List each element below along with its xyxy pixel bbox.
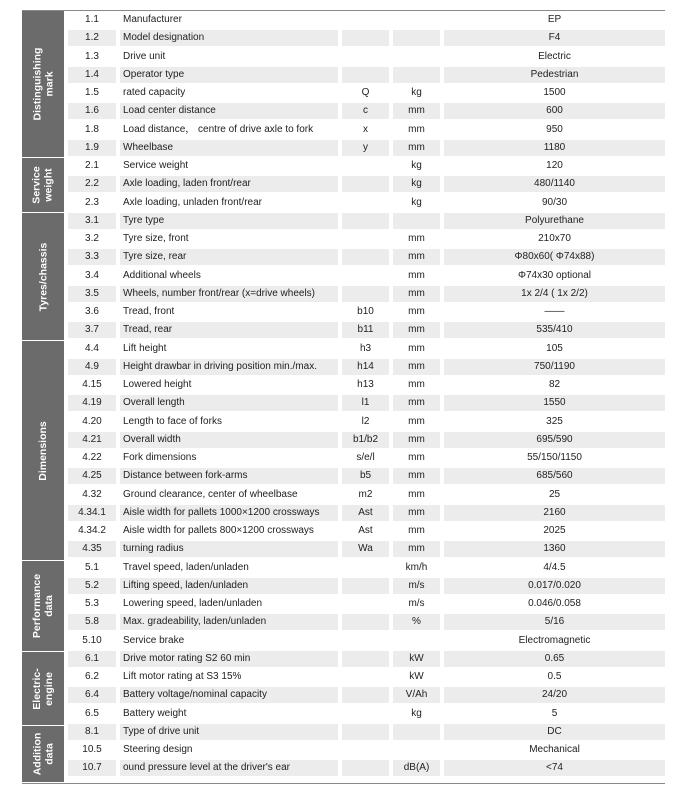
row-label: Drive motor rating S2 60 min	[120, 651, 338, 667]
row-symbol: s/e/l	[356, 452, 375, 463]
row-unit: kW	[393, 651, 440, 667]
row-label: Additional wheels	[123, 269, 201, 281]
row-unit: mm	[393, 249, 440, 265]
row-unit: mm	[393, 286, 440, 302]
row-label: Aisle width for pallets 800×1200 crossways	[123, 525, 314, 536]
table-row	[68, 431, 665, 449]
table-row	[68, 321, 665, 339]
row-number: 1.3	[85, 50, 99, 62]
row-value: 1x 2/4 ( 1x 2/2)	[444, 286, 665, 302]
row-symbol: h13	[357, 379, 374, 390]
row-unit: kg	[411, 160, 422, 171]
table-row	[68, 84, 665, 102]
row-number: 4.21	[68, 432, 116, 448]
row-number: 1.6	[68, 103, 116, 119]
row-value: 1550	[444, 395, 665, 411]
table-row	[68, 759, 665, 777]
row-unit: m/s	[393, 578, 440, 594]
row-symbol: b10	[357, 306, 374, 317]
row-symbol: h14	[342, 359, 389, 375]
row-symbol	[342, 12, 389, 28]
row-symbol: l2	[361, 415, 370, 427]
table-row	[68, 613, 665, 631]
row-label: Tread, front	[123, 306, 175, 317]
row-label: Overall width	[120, 432, 338, 448]
row-value: 4/4.5	[543, 561, 566, 573]
bottom-rule	[22, 783, 665, 784]
row-number: 4.19	[68, 395, 116, 411]
row-label: turning radius	[120, 541, 338, 557]
row-unit: kW	[409, 671, 424, 682]
row-number: 1.2	[68, 30, 116, 46]
row-value: 5	[551, 707, 558, 719]
row-number: 3.2	[85, 233, 99, 244]
table-row	[68, 540, 665, 558]
table-row	[68, 29, 665, 47]
row-unit: V/Ah	[393, 687, 440, 703]
row-unit: kg	[393, 176, 440, 192]
row-value: 2025	[543, 525, 566, 536]
row-value: 24/20	[444, 687, 665, 703]
row-label: Tyre type	[120, 213, 338, 229]
row-value: 5/16	[444, 614, 665, 630]
group-electric-engine	[22, 652, 64, 725]
row-value: Φ80x60( Φ74x88)	[444, 249, 665, 265]
row-symbol: Ast	[342, 505, 389, 521]
row-number: 3.3	[68, 249, 116, 265]
row-label: Type of drive unit	[120, 724, 338, 740]
row-unit: mm	[393, 322, 440, 338]
row-number: 4.4	[85, 342, 99, 354]
row-symbol	[342, 669, 389, 685]
row-value: 1360	[444, 541, 665, 557]
row-unit: m/s	[408, 598, 425, 609]
row-value: EP	[547, 14, 562, 25]
row-symbol: x	[363, 123, 368, 135]
table-row	[68, 376, 665, 394]
row-unit: mm	[393, 505, 440, 521]
table-row	[68, 686, 665, 704]
table-row	[68, 504, 665, 522]
row-number: 5.2	[68, 578, 116, 594]
row-value: F4	[444, 30, 665, 46]
table-row	[68, 559, 665, 577]
row-label: Tyre size, front	[123, 233, 189, 244]
row-symbol: l1	[342, 395, 389, 411]
row-unit	[393, 724, 440, 740]
row-number: 5.3	[85, 598, 99, 609]
group-label: Performance data	[31, 573, 56, 639]
row-symbol: Q	[361, 87, 370, 98]
group-service-weight	[22, 158, 64, 212]
row-value: 1180	[444, 140, 665, 156]
group-distinguishing-mark	[22, 11, 64, 157]
row-number: 6.1	[68, 651, 116, 667]
row-label: Wheelbase	[120, 140, 338, 156]
row-unit: kg	[411, 707, 422, 719]
table-row	[68, 577, 665, 595]
row-value: 90/30	[541, 196, 568, 208]
row-symbol	[342, 176, 389, 192]
row-label: ound pressure level at the driver's ear	[120, 760, 338, 776]
group-dimensions	[22, 341, 64, 560]
row-unit: mm	[408, 233, 425, 244]
row-unit: mm	[408, 415, 425, 427]
row-number: 1.5	[85, 87, 99, 98]
row-number: 2.2	[68, 176, 116, 192]
row-unit: mm	[393, 432, 440, 448]
row-number: 4.9	[68, 359, 116, 375]
row-unit: mm	[408, 269, 425, 281]
row-value: Electromagnetic	[518, 634, 591, 646]
row-label: Tyre size, rear	[120, 249, 338, 265]
table-row	[68, 175, 665, 193]
row-symbol	[342, 742, 389, 758]
row-label: Height drawbar in driving position min./max.	[120, 359, 338, 375]
row-number: 3.6	[85, 306, 99, 317]
row-number: 10.5	[82, 744, 102, 755]
row-number: 2.1	[85, 160, 99, 171]
row-value: 0.017/0.020	[444, 578, 665, 594]
row-number: 3.7	[68, 322, 116, 338]
row-unit: kg	[411, 87, 422, 98]
row-value: 600	[444, 103, 665, 119]
row-symbol: b11	[342, 322, 389, 338]
row-symbol	[342, 286, 389, 302]
row-value: 120	[546, 160, 563, 171]
row-number: 3.4	[85, 269, 99, 281]
table-row	[68, 486, 665, 504]
row-value: 0.5	[547, 671, 562, 682]
row-label: Battery voltage/nominal capacity	[120, 687, 338, 703]
row-label: Lift height	[123, 342, 167, 354]
row-value: Electric	[538, 50, 571, 62]
row-label: Fork dimensions	[123, 452, 197, 463]
row-number: 6.4	[68, 687, 116, 703]
row-symbol	[342, 560, 389, 576]
row-number: 2.3	[85, 196, 99, 208]
row-label: Axle loading, unladen front/rear	[123, 196, 262, 208]
row-symbol: m2	[358, 488, 373, 500]
row-unit	[393, 742, 440, 758]
table-row	[68, 66, 665, 84]
row-label: Drive unit	[123, 50, 166, 62]
row-label: Lifting speed, laden/unladen	[120, 578, 338, 594]
row-unit: mm	[393, 468, 440, 484]
group-label: Addition data	[31, 732, 56, 776]
table-row	[68, 650, 665, 668]
table-row	[68, 595, 665, 613]
row-unit	[393, 30, 440, 46]
row-value: 325	[546, 415, 563, 427]
row-value: Mechanical	[529, 744, 580, 755]
row-label: Lift motor rating at S3 15%	[123, 671, 242, 682]
row-unit	[393, 49, 440, 65]
row-symbol: b1/b2	[342, 432, 389, 448]
row-symbol	[342, 268, 389, 284]
row-number: 3.1	[68, 213, 116, 229]
row-label: Battery weight	[123, 707, 187, 719]
group-tyres-chassis	[22, 213, 64, 340]
row-unit: mm	[408, 379, 425, 390]
row-value: Pedestrian	[444, 67, 665, 83]
table-row	[68, 741, 665, 759]
row-label: Lowering speed, laden/unladen	[123, 598, 262, 609]
row-label: Manufacturer	[123, 14, 182, 25]
row-unit	[393, 67, 440, 83]
row-unit: mm	[408, 452, 425, 463]
row-symbol	[342, 195, 389, 211]
table-row	[68, 212, 665, 230]
row-symbol	[342, 231, 389, 247]
table-row	[68, 449, 665, 467]
table-row	[68, 230, 665, 248]
table-row	[68, 340, 665, 358]
row-symbol	[342, 596, 389, 612]
row-unit: dB(A)	[393, 760, 440, 776]
row-symbol	[342, 578, 389, 594]
row-symbol	[342, 30, 389, 46]
row-unit: mm	[393, 359, 440, 375]
row-number: 5.8	[68, 614, 116, 630]
row-number: 1.9	[68, 140, 116, 156]
row-symbol	[342, 687, 389, 703]
table-row	[68, 705, 665, 723]
row-label: Overall length	[120, 395, 338, 411]
row-symbol: y	[342, 140, 389, 156]
row-symbol	[342, 706, 389, 722]
group-label: Distinguishing mark	[31, 47, 56, 121]
row-symbol: c	[342, 103, 389, 119]
row-symbol	[342, 158, 389, 174]
row-value: 25	[548, 488, 561, 500]
row-number: 1.1	[85, 14, 99, 25]
group-addition-data	[22, 726, 64, 782]
row-symbol	[342, 67, 389, 83]
row-unit: %	[393, 614, 440, 630]
row-label: Axle loading, laden front/rear	[120, 176, 338, 192]
row-unit: mm	[408, 123, 425, 135]
row-value: 105	[546, 342, 563, 354]
row-symbol: Ast	[358, 525, 373, 536]
row-number: 4.15	[82, 379, 102, 390]
table-row	[68, 413, 665, 431]
table-row	[68, 522, 665, 540]
row-unit: mm	[408, 488, 425, 500]
row-symbol	[342, 724, 389, 740]
row-symbol	[342, 49, 389, 65]
row-value: 82	[548, 379, 561, 390]
row-value: 55/150/1150	[527, 452, 582, 463]
row-symbol	[342, 614, 389, 630]
row-number: 10.7	[68, 760, 116, 776]
row-value: 0.046/0.058	[528, 598, 581, 609]
table-row	[68, 632, 665, 650]
table-row	[68, 285, 665, 303]
row-value: 210x70	[538, 233, 571, 244]
row-number: 4.34.1	[68, 505, 116, 521]
group-label: Dimensions	[37, 420, 50, 481]
row-value: Polyurethane	[444, 213, 665, 229]
row-value: 685/560	[444, 468, 665, 484]
table-row	[68, 139, 665, 157]
row-number: 4.35	[68, 541, 116, 557]
row-symbol: Wa	[342, 541, 389, 557]
row-number: 8.1	[68, 724, 116, 740]
row-number: 4.22	[82, 452, 102, 463]
row-label: Lowered height	[123, 379, 192, 390]
row-value: 2160	[444, 505, 665, 521]
row-unit: mm	[393, 395, 440, 411]
row-number: 1.8	[85, 123, 99, 135]
row-label: Steering design	[123, 744, 193, 755]
row-label: Service weight	[123, 160, 189, 171]
row-number: 4.25	[68, 468, 116, 484]
group-label: Tyres/chassis	[37, 242, 49, 311]
table-row	[68, 194, 665, 212]
row-unit: mm	[408, 525, 425, 536]
row-number: 3.5	[68, 286, 116, 302]
row-value: 480/1140	[444, 176, 665, 192]
row-symbol	[342, 213, 389, 229]
row-unit	[393, 12, 440, 28]
row-number: 5.1	[85, 561, 99, 573]
row-unit: mm	[393, 140, 440, 156]
group-label: Electric-engine	[31, 667, 55, 710]
row-value: DC	[444, 724, 665, 740]
row-number: 5.10	[82, 634, 102, 646]
row-label: Ground clearance, center of wheelbase	[123, 488, 298, 500]
table-row	[68, 11, 665, 29]
row-value: 750/1190	[444, 359, 665, 375]
row-value: 535/410	[444, 322, 665, 338]
row-unit: mm	[393, 103, 440, 119]
table-row	[68, 102, 665, 120]
table-row	[68, 358, 665, 376]
table-row	[68, 248, 665, 266]
row-value: 950	[546, 123, 563, 135]
row-unit: mm	[408, 342, 425, 354]
row-value: 695/590	[444, 432, 665, 448]
row-number: 4.32	[82, 488, 102, 500]
table-row	[68, 467, 665, 485]
row-symbol: b5	[342, 468, 389, 484]
row-label: Aisle width for pallets 1000×1200 crossways	[120, 505, 338, 521]
table-row	[68, 157, 665, 175]
row-number: 6.2	[85, 671, 99, 682]
row-label: Length to face of forks	[123, 415, 222, 427]
row-label: Travel speed, laden/unladen	[123, 561, 249, 573]
row-label: Load distance， centre of drive axle to fork	[123, 123, 314, 135]
group-label: Service weight	[31, 166, 55, 204]
row-value: 0.65	[444, 651, 665, 667]
row-symbol	[342, 249, 389, 265]
table-row	[68, 303, 665, 321]
table-row	[68, 121, 665, 139]
row-label: Max. gradeability, laden/unladen	[120, 614, 338, 630]
row-number: 6.5	[85, 707, 99, 719]
row-unit: km/h	[405, 561, 428, 573]
row-number: 4.34.2	[78, 525, 106, 536]
row-number: 1.4	[68, 67, 116, 83]
row-unit	[393, 633, 440, 649]
row-value: ——	[544, 306, 565, 317]
row-number: 4.20	[82, 415, 102, 427]
row-label: Load center distance	[120, 103, 338, 119]
row-unit: mm	[408, 306, 425, 317]
table-row	[68, 723, 665, 741]
row-label: Operator type	[120, 67, 338, 83]
row-symbol: h3	[359, 342, 372, 354]
row-unit	[393, 213, 440, 229]
group-performance-data	[22, 561, 64, 651]
table-row	[68, 267, 665, 285]
row-label: Tread, rear	[120, 322, 338, 338]
table-row	[68, 394, 665, 412]
row-unit: mm	[393, 541, 440, 557]
row-value: 1500	[543, 87, 566, 98]
table-row	[68, 668, 665, 686]
row-value: <74	[444, 760, 665, 776]
table-row	[68, 48, 665, 66]
row-symbol	[342, 633, 389, 649]
row-label: Service brake	[123, 634, 185, 646]
row-unit: kg	[411, 196, 422, 208]
row-label: Wheels, number front/rear (x=drive wheels)	[120, 286, 338, 302]
row-label: rated capacity	[123, 87, 186, 98]
row-label: Model designation	[120, 30, 338, 46]
row-symbol	[342, 651, 389, 667]
row-value: Φ74x30 optional	[517, 269, 592, 281]
row-symbol	[342, 760, 389, 776]
row-label: Distance between fork-arms	[120, 468, 338, 484]
